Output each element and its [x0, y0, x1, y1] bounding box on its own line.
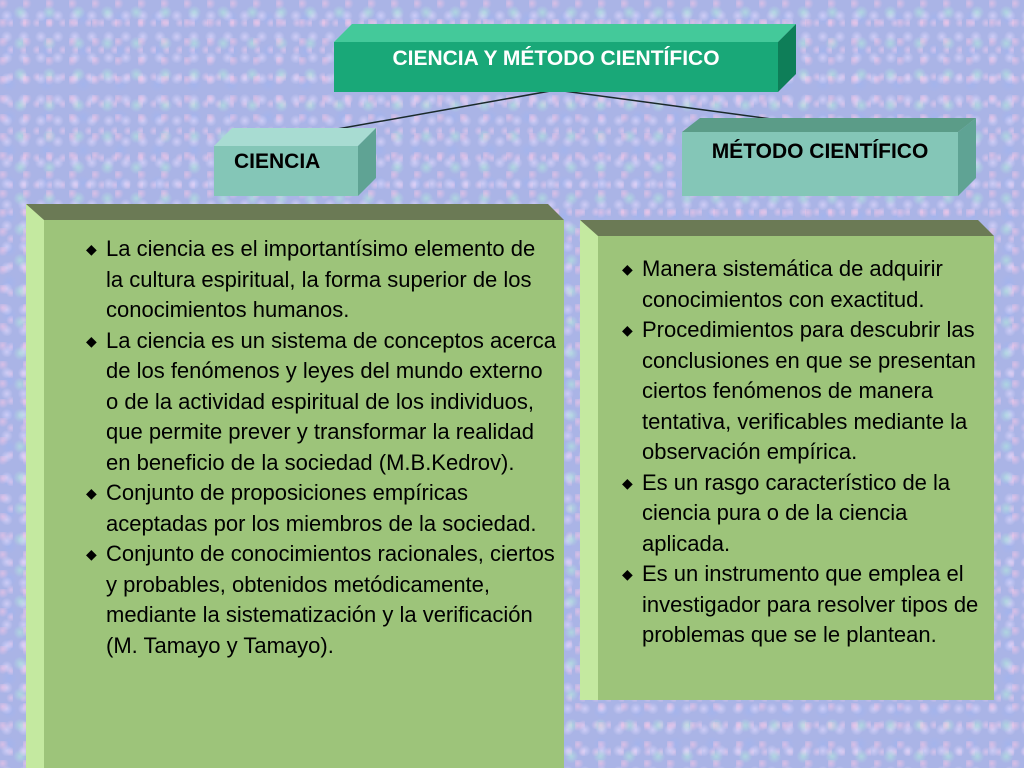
- ciencia-heading: CIENCIA: [214, 146, 358, 196]
- list-item-text: Es un rasgo característico de la ciencia pura o de la ciencia aplicada.: [642, 469, 951, 556]
- list-item-text: Conjunto de conocimientos racionales, ciertos y probables, obtenidos metódicamente, mediante la sistematización y la verificación (M. Tamayo y Tamayo).: [106, 541, 555, 658]
- metodo-heading: MÉTODO CIENTÍFICO: [682, 132, 958, 196]
- title-box-top-face: [334, 24, 796, 42]
- metodo-panel-front: [598, 236, 994, 700]
- metodo-list: [616, 254, 994, 651]
- list-item: [80, 478, 558, 539]
- ciencia-panel-front: [44, 220, 564, 768]
- diamond-bullet-icon: ◆: [86, 546, 97, 562]
- ciencia-list: [80, 234, 558, 661]
- list-item-text: Conjunto de proposiciones empíricas aceptadas por los miembros de la sociedad.: [106, 480, 537, 536]
- diamond-bullet-icon: ◆: [86, 485, 97, 501]
- metodo-heading-box: [682, 118, 976, 196]
- list-item-text: Manera sistemática de adquirir conocimientos con exactitud.: [642, 256, 943, 312]
- list-item-text: Procedimientos para descubrir las conclusiones en que se presentan ciertos fenómenos de manera tentativa, verificables mediante la observación empírica.: [642, 317, 976, 464]
- list-item: [616, 315, 994, 468]
- ciencia-panel-side-face: [26, 204, 44, 768]
- ciencia-heading-box: [214, 128, 376, 196]
- list-item: [616, 254, 994, 315]
- list-item-text: La ciencia es el importantísimo elemento de la cultura espiritual, la forma superior de los conocimientos humanos.: [106, 236, 536, 322]
- diamond-bullet-icon: ◆: [622, 566, 633, 582]
- list-item-text: La ciencia es un sistema de conceptos acerca de los fenómenos y leyes del mundo externo o de la actividad espiritual de los individuos, que permite prever y transformar la realidad en beneficio de la sociedad (M.B.Kedrov).: [106, 327, 557, 475]
- list-item: [616, 468, 994, 560]
- list-item: [80, 539, 558, 661]
- list-item: [616, 559, 994, 651]
- diamond-bullet-icon: ◆: [622, 474, 633, 491]
- title-box: [334, 24, 796, 92]
- metodo-panel-top-face: [580, 220, 994, 236]
- diagram-title: CIENCIA Y MÉTODO CIENTÍFICO: [334, 42, 778, 92]
- diamond-bullet-icon: ◆: [622, 261, 633, 277]
- ciencia-panel-top-face: [26, 204, 564, 220]
- metodo-box-top-face: [682, 118, 976, 132]
- ciencia-panel: [26, 204, 564, 768]
- diamond-bullet-icon: ◆: [86, 332, 97, 349]
- metodo-panel: [580, 220, 994, 700]
- list-item: [80, 326, 558, 479]
- ciencia-box-top-face: [214, 128, 376, 146]
- diamond-bullet-icon: ◆: [622, 322, 633, 338]
- metodo-panel-side-face: [580, 220, 598, 700]
- diamond-bullet-icon: ◆: [86, 241, 97, 257]
- list-item-text: Es un instrumento que emplea el investigador para resolver tipos de problemas que se le plantean.: [642, 561, 979, 647]
- list-item: [80, 234, 558, 326]
